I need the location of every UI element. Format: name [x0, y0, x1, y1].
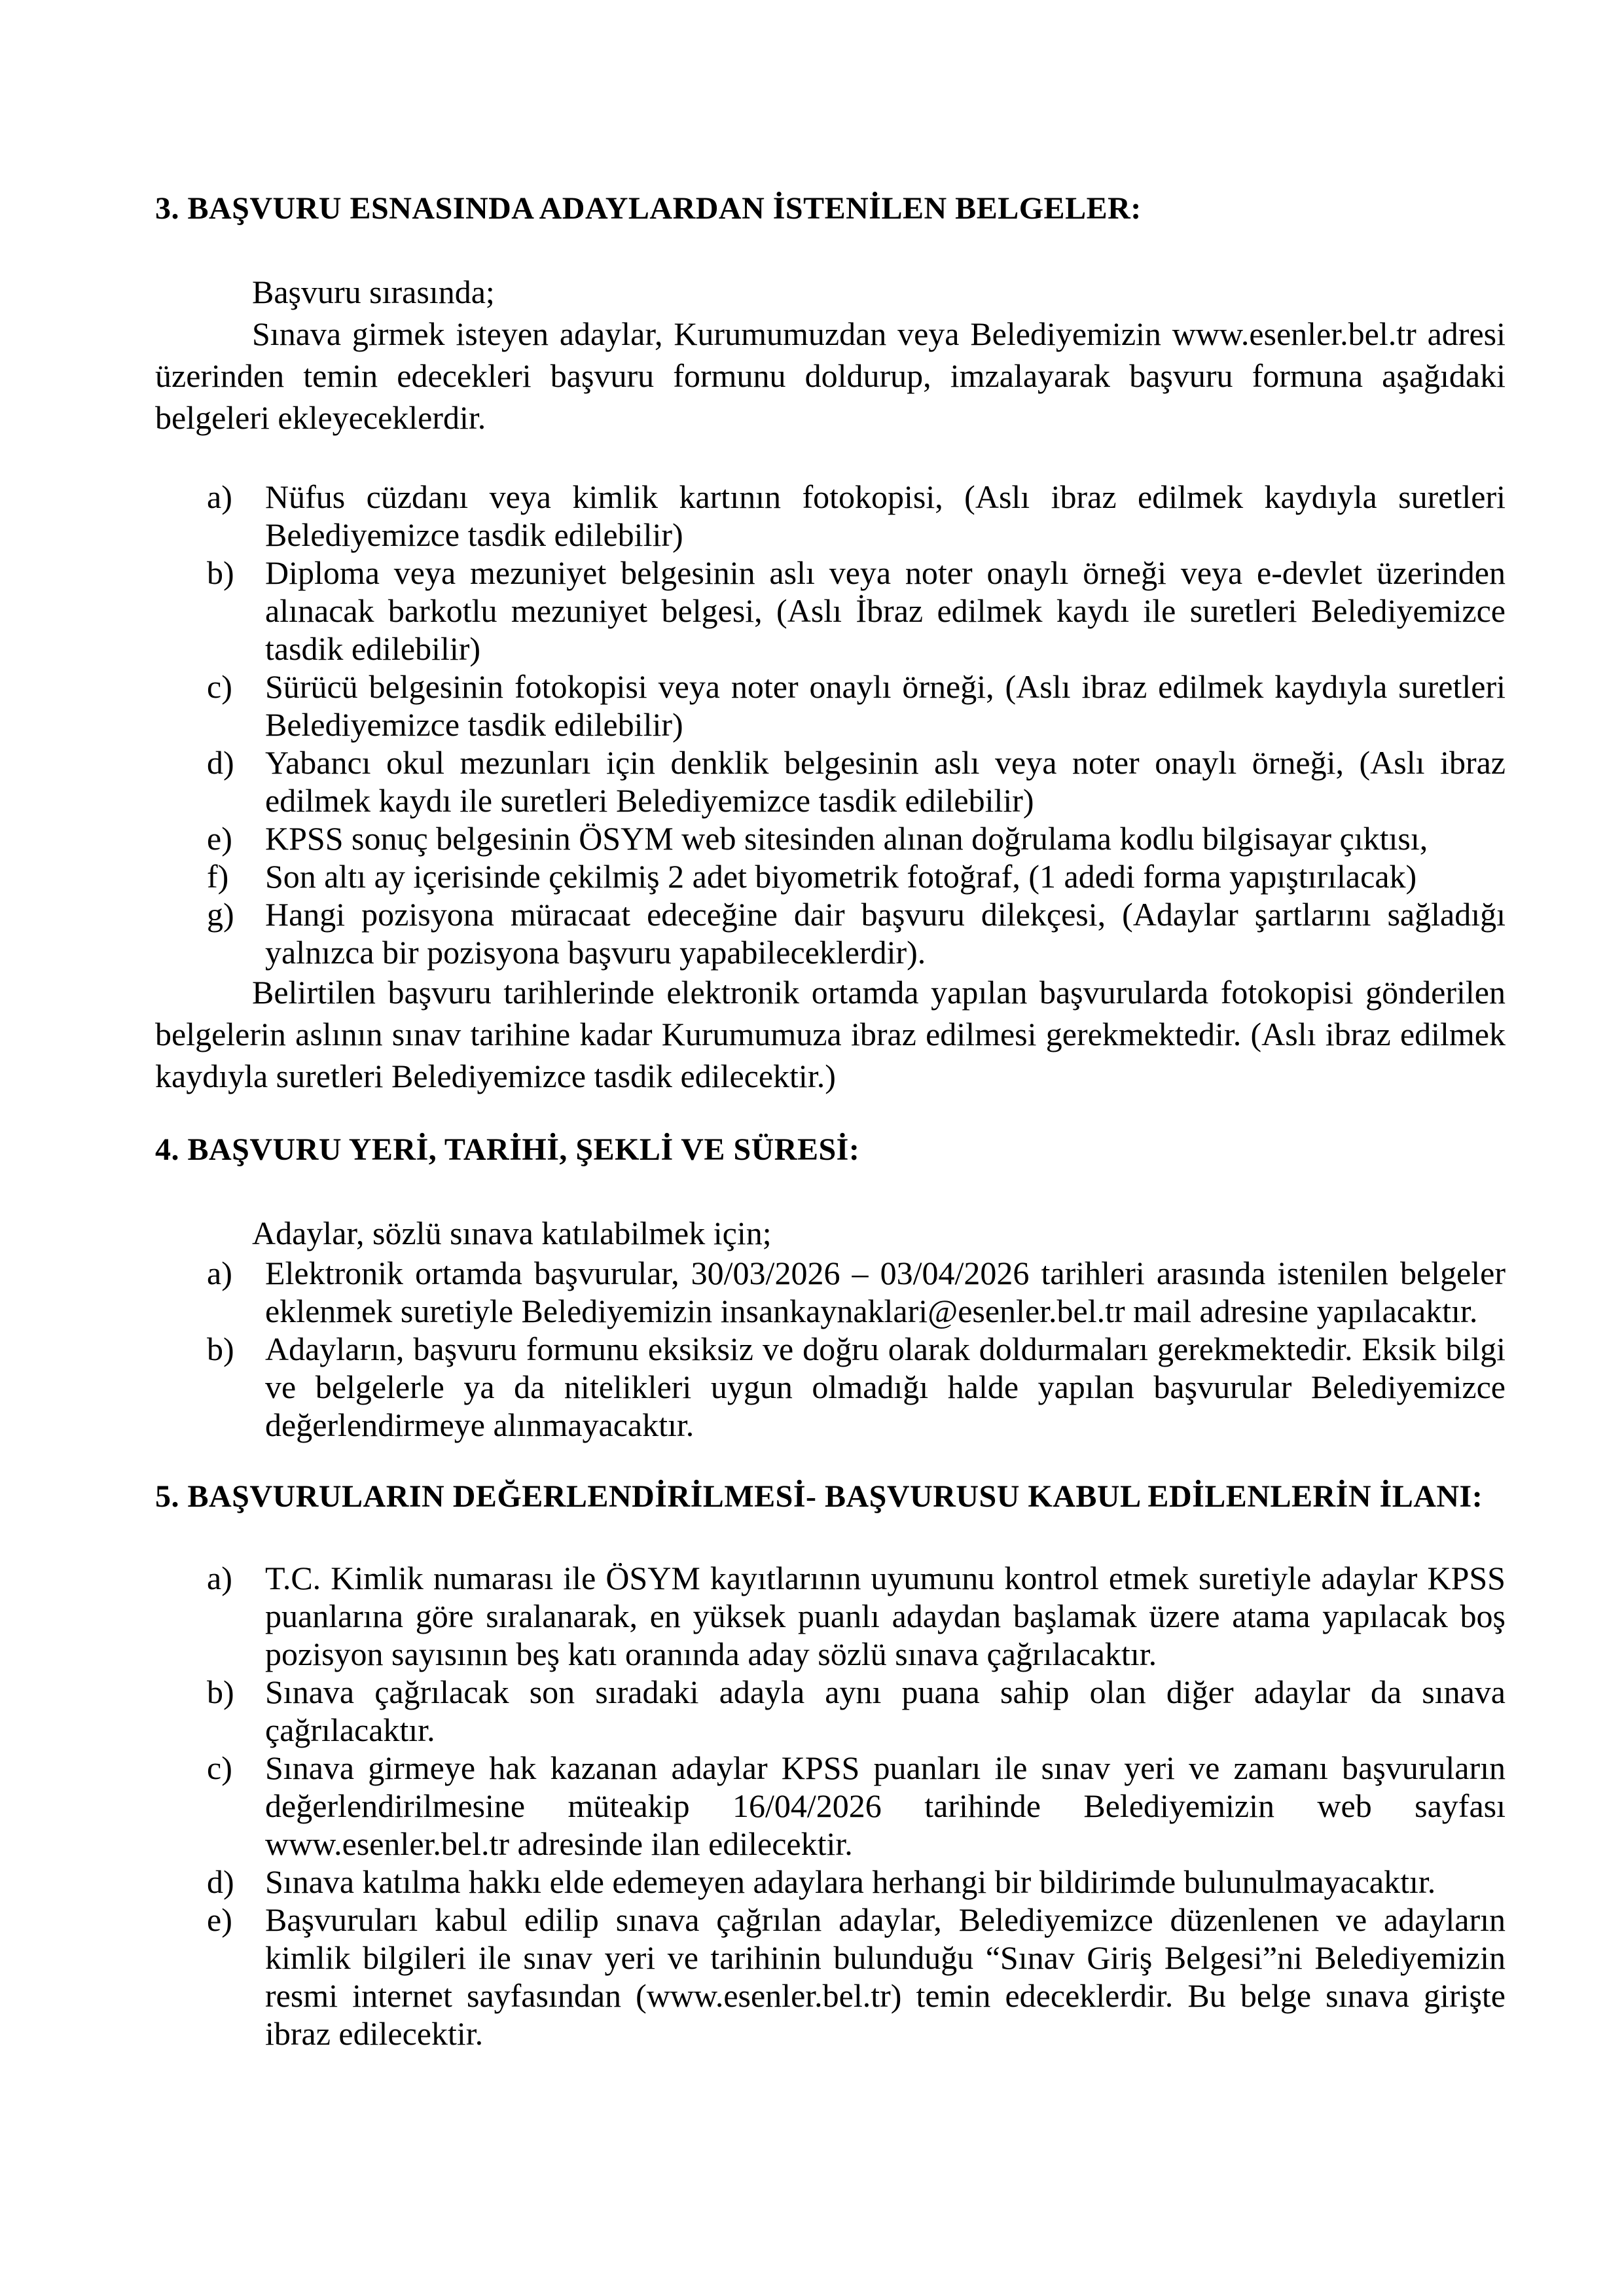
- item-text: Sınava girmeye hak kazanan adaylar KPSS puanları ile sınav yeri ve zamanı başvuruların değerlendirilmesine müteakip 16/04/2026 tarihinde Belediyemizin web sayfası www.esenler.bel.tr adresinde ilan edilecektir.: [265, 1749, 1506, 1862]
- item-label: b): [207, 554, 234, 591]
- list-item: [207, 1254, 1506, 1330]
- item-label: a): [207, 1560, 232, 1596]
- list-item: [207, 819, 1506, 857]
- list-item: [207, 857, 1506, 895]
- item-text: Sürücü belgesinin fotokopisi veya noter onaylı örneği, (Aslı ibraz edilmek kaydıyla suretleri Belediyemizce tasdik edilebilir): [265, 668, 1506, 743]
- section-3: [155, 190, 1506, 1097]
- section-5-list: [155, 1559, 1506, 2053]
- item-text: Hangi pozisyona müracaat edeceğine dair başvuru dilekçesi, (Adaylar şartlarını sağladığı yalnızca bir pozisyona başvuru yapabileceklerdir).: [265, 896, 1506, 971]
- list-item: [207, 1901, 1506, 2053]
- item-text: T.C. Kimlik numarası ile ÖSYM kayıtlarının uyumunu kontrol etmek suretiyle adaylar KPSS puanlarına göre sıralanarak, en yüksek puanlı adaydan başlamak üzere atama yapılacak boş pozisyon sayısının beş katı oranında aday sözlü sınava çağrılacaktır.: [265, 1560, 1506, 1672]
- section-5: [155, 1478, 1506, 2053]
- section-3-outro-paragraph: Belirtilen başvuru tarihlerinde elektronik ortamda yapılan başvurularda fotokopisi gönderilen belgelerin aslının sınav tarihine kadar Kurumumuza ibraz edilmesi gerekmektedir. (Aslı ibraz edilmek kaydıyla suretleri Belediyemizce tasdik edilecektir.): [155, 974, 1506, 1094]
- item-label: e): [207, 1901, 232, 1938]
- list-item: [207, 1559, 1506, 1673]
- list-item: [207, 1749, 1506, 1863]
- list-item: [207, 1863, 1506, 1901]
- item-label: a): [207, 478, 232, 515]
- section-4-heading: 4. BAŞVURU YERİ, TARİHİ, ŞEKLİ VE SÜRESİ:: [155, 1132, 860, 1167]
- item-text: Başvuruları kabul edilip sınava çağrılan adaylar, Belediyemizce düzenlenen ve adayların kimlik bilgileri ile sınav yeri ve tarihinin bulunduğu “Sınav Giriş Belgesi”ni Belediyemizin resmi internet sayfasından (www.esenler.bel.tr) temin edeceklerdir. Bu belge sınava girişte ibraz edilecektir.: [265, 1901, 1506, 2052]
- item-text: Adayların, başvuru formunu eksiksiz ve doğru olarak doldurmaları gerekmektedir. Eksik bilgi ve belgelerle ya da nitelikleri uygun olmadığı halde yapılan başvurular Belediyemizce değerlendirmeye alınmayacaktır.: [265, 1331, 1506, 1443]
- list-item: [207, 1673, 1506, 1749]
- item-label: b): [207, 1331, 234, 1367]
- item-label: c): [207, 668, 232, 705]
- item-label: a): [207, 1255, 232, 1291]
- list-item: [207, 478, 1506, 554]
- item-label: f): [207, 858, 229, 895]
- item-text: Son altı ay içerisinde çekilmiş 2 adet biyometrik fotoğraf, (1 adedi forma yapıştırılacak): [265, 858, 1417, 895]
- section-5-heading: 5. BAŞVURULARIN DEĞERLENDİRİLMESİ- BAŞVURUSU KABUL EDİLENLERİN İLANI:: [155, 1479, 1483, 1514]
- item-label: d): [207, 1863, 234, 1900]
- list-item: [207, 895, 1506, 971]
- item-label: e): [207, 820, 232, 857]
- item-text: Elektronik ortamda başvurular, 30/03/2026 – 03/04/2026 tarihleri arasında istenilen belgeler eklenmek suretiyle Belediyemizin insankaynaklari@esenler.bel.tr mail adresine yapılacaktır.: [265, 1255, 1506, 1329]
- list-item: [207, 554, 1506, 668]
- section-4-intro-line: Adaylar, sözlü sınava katılabilmek için;: [252, 1215, 772, 1251]
- item-label: b): [207, 1674, 234, 1710]
- list-item: [207, 744, 1506, 819]
- item-text: Sınava katılma hakkı elde edemeyen adaylara herhangi bir bildirimde bulunulmayacaktır.: [265, 1863, 1436, 1900]
- section-3-list: [155, 478, 1506, 971]
- item-label: d): [207, 744, 234, 781]
- section-3-heading: 3. BAŞVURU ESNASINDA ADAYLARDAN İSTENİLEN BELGELER:: [155, 191, 1142, 226]
- item-text: Nüfus cüzdanı veya kimlik kartının fotokopisi, (Aslı ibraz edilmek kaydıyla suretleri Belediyemizce tasdik edilebilir): [265, 478, 1506, 553]
- item-label: g): [207, 896, 234, 933]
- item-label: c): [207, 1749, 232, 1786]
- section-4: [155, 1131, 1506, 1444]
- item-text: Diploma veya mezuniyet belgesinin aslı veya noter onaylı örneği veya e-devlet üzerinden alınacak barkotlu mezuniyet belgesi, (Aslı İbraz edilmek kaydı ile suretleri Belediyemizce tasdik edilebilir): [265, 554, 1506, 667]
- item-text: Sınava çağrılacak son sıradaki adayla aynı puana sahip olan diğer adaylar da sınava çağrılacaktır.: [265, 1674, 1506, 1748]
- section-3-intro-line: Başvuru sırasında;: [252, 274, 495, 310]
- item-text: Yabancı okul mezunları için denklik belgesinin aslı veya noter onaylı örneği, (Aslı ibraz edilmek kaydı ile suretleri Belediyemizce tasdik edilebilir): [265, 744, 1506, 819]
- section-3-intro-paragraph: Sınava girmek isteyen adaylar, Kurumumuzdan veya Belediyemizin www.esenler.bel.tr adresi üzerinden temin edecekleri başvuru formunu doldurup, imzalayarak başvuru formuna aşağıdaki belgeleri ekleyeceklerdir.: [155, 315, 1506, 436]
- list-item: [207, 668, 1506, 744]
- item-text: KPSS sonuç belgesinin ÖSYM web sitesinden alınan doğrulama kodlu bilgisayar çıktısı,: [265, 820, 1428, 857]
- list-item: [207, 1330, 1506, 1444]
- section-4-list: [155, 1254, 1506, 1444]
